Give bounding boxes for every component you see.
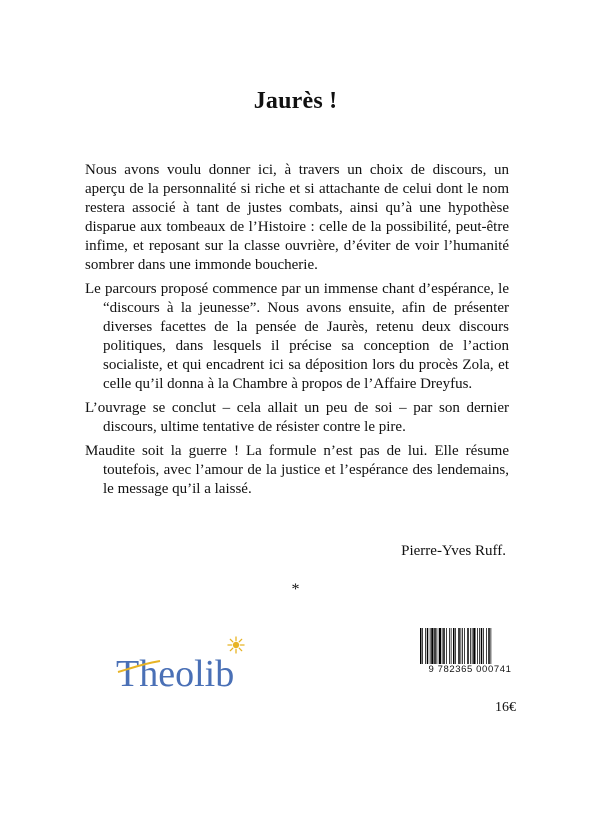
paragraph-1: Nous avons voulu donner ici, à travers un choix de discours, un aperçu de la personnalité si riche et si attachante de celui dont le nom restera associé à tant de justes combats, ainsi qu’à une hypothèse disparue aux tombeaux de l’Histoire : celle de la possibilité, peut-être infime, et reposant sur la classe ouvrière, d’éviter de voir l’humanité sombrer dans une immonde boucherie.: [85, 162, 509, 273]
barcode: [418, 628, 521, 688]
paragraph-3: L’ouvrage se conclut – cela allait un peu de soi – par son dernier discours, ultime tentative de résister contre le pire.: [85, 400, 509, 435]
book-title: Jaurès !: [253, 88, 338, 114]
sun-star-icon: [228, 637, 244, 653]
separator-star: *: [291, 581, 300, 598]
barcode-number: 9 782365 000741: [416, 664, 524, 675]
back-cover-text: [85, 161, 509, 499]
publisher-logo: [112, 628, 282, 708]
paragraph-4: Maudite soit la guerre ! La formule n’est pas de lui. Elle résume toutefois, avec l’amour de la justice et l’espérance des lendemains, le message qu’il a laissé.: [85, 443, 509, 497]
logo-wordmark: Theolib: [116, 653, 235, 695]
author-signature: Pierre-Yves Ruff.: [401, 543, 506, 559]
paragraph-2: Le parcours proposé commence par un immense chant d’espérance, le “discours à la jeunesse”. Nous avons ensuite, afin de présenter diverses facettes de la pensée de Jaurès, retenu deux discours politiques, dans lesquels il précise sa conception de l’action socialiste, et qui encadrent ici sa déposition lors du procès Zola, et celle qu’il donna à la Chambre à propos de l’Affaire Dreyfus.: [85, 281, 509, 392]
price: 16€: [495, 700, 516, 715]
